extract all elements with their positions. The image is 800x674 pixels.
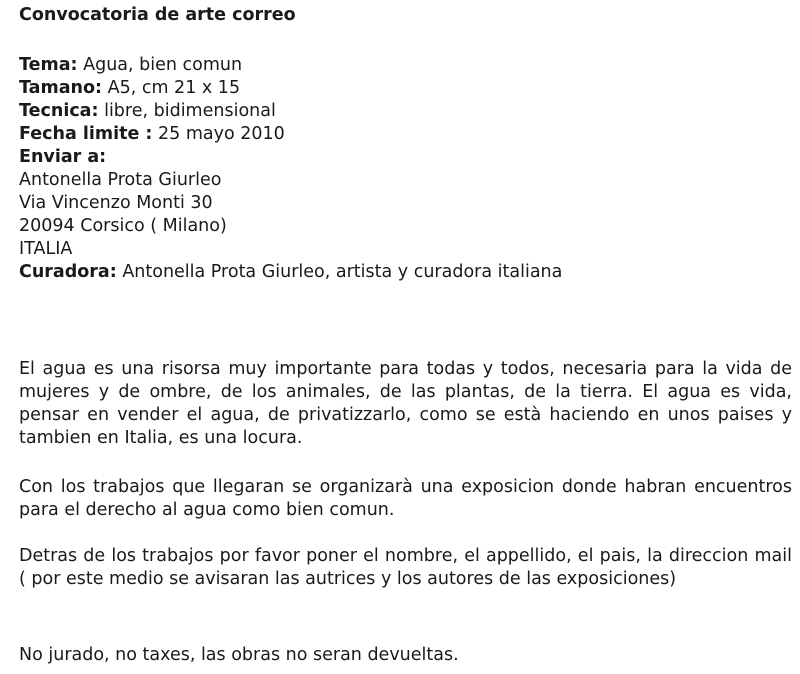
fecha-value: 25 mayo 2010: [157, 124, 285, 144]
curadora-label: Curadora:: [19, 262, 117, 282]
tecnica-value: libre, bidimensional: [104, 101, 276, 121]
tema-label: Tema:: [19, 55, 78, 75]
paragraph-exhibition: Con los trabajos que llegaran se organizarà una exposicion donde habran encuentros para el derecho al agua como bien comun.: [19, 477, 792, 520]
call-details: [19, 54, 562, 284]
address-line-country: ITALIA: [19, 239, 73, 259]
tecnica-label: Tecnica:: [19, 101, 99, 121]
enviar-label: Enviar a:: [19, 147, 107, 167]
address-line-city: 20094 Corsico ( Milano): [19, 216, 227, 236]
tamano-value: A5, cm 21 x 15: [107, 78, 241, 98]
tamano-label: Tamano:: [19, 78, 103, 98]
tema-value: Agua, bien comun: [83, 55, 243, 75]
tecnica-line: [19, 100, 562, 123]
document-title: Convocatoria de arte correo: [19, 5, 296, 25]
address-line-street: Via Vincenzo Monti 30: [19, 193, 213, 213]
tamano-line: [19, 77, 562, 100]
enviar-line: [19, 146, 562, 169]
address-line-name: Antonella Prota Giurleo: [19, 170, 222, 190]
fecha-label: Fecha limite :: [19, 124, 153, 144]
paragraph-water-importance: El agua es una risorsa muy importante para todas y todos, necesaria para la vida de mujeres y de ombre, de los animales, de las plantas, de la tierra. El agua es vida, pensar en vender el agua, de privatizzarlo, como se està haciendo en unos paises y tambien en Italia, es una locura.: [19, 359, 792, 448]
tema-line: [19, 54, 562, 77]
curadora-line: [19, 261, 562, 284]
fecha-line: [19, 123, 562, 146]
paragraph-submission-info: Detras de los trabajos por favor poner el nombre, el appellido, el pais, la direccion mail ( por este medio se avisaran las autrices y los autores de las exposiciones): [19, 546, 792, 589]
paragraph-terms: No jurado, no taxes, las obras no seran devueltas.: [19, 645, 459, 665]
curadora-value: Antonella Prota Giurleo, artista y curadora italiana: [122, 262, 563, 282]
